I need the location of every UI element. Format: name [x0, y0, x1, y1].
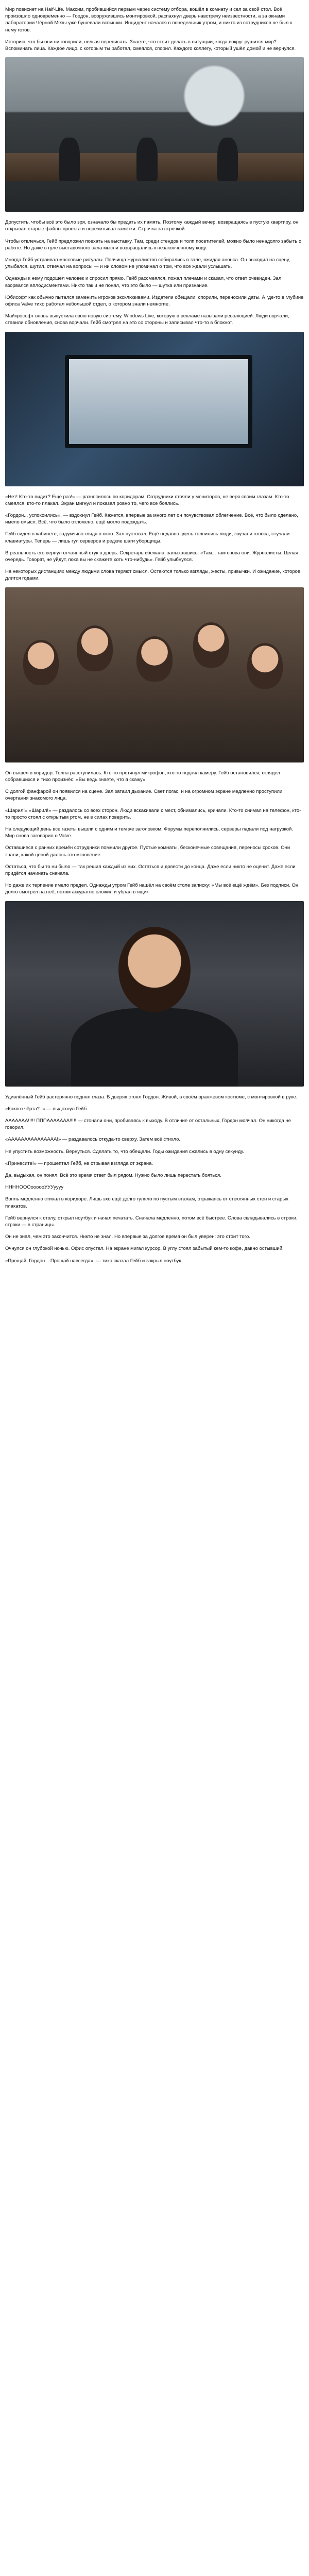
- person-silhouette: [217, 138, 238, 181]
- story-paragraph: «Принесите!» — прошептал Гейб, не отрывая взгляда от экрана.: [5, 1160, 153, 1166]
- person-silhouette: [59, 138, 80, 181]
- body-shape: [71, 1008, 238, 1086]
- story-paragraph: Остаться, что бы то ни было — так решил каждый из них. Остаться и довести до конца. Даже если никто не оценит. Даже если придётся начинать сначала.: [5, 863, 296, 876]
- story-paragraph: Юбисофт как обычно пытался заменить игроков эксклюзивами. Издатели обещали, спорили, переносили даты. А где-то в глубине офиса Valve тихо работал небольшой отдел, о котором знали немногие.: [5, 294, 304, 308]
- story-paragraph: Оставшиеся с ранних времён сотрудники помнили другое. Пустые комнаты, бесконечные совещания, переносы сроков. Они знали, какой ценой далось это мгновение.: [5, 845, 290, 858]
- story-paragraph: «Нет! Кто-то видит? Ещё раз!» — разносилось по коридорам. Сотрудники стояли у мониторов, не веря своим глазам. Кто-то смеялся, кто-то плакал. Экран мигнул и показал ровно то, чего все боялись.: [5, 494, 289, 506]
- monitor-shape: [65, 355, 252, 448]
- person-silhouette: [136, 138, 158, 181]
- story-paragraph: Он вышел в коридор. Толпа расступилась. Кто-то протянул микрофон, кто-то поднял камеру. Гейб остановился, оглядел собравшихся и тихо произнёс: «Вы ведь знаете, что я скажу».: [5, 770, 280, 783]
- portrait-photo: [5, 901, 304, 1087]
- story-paragraph: Допустить, чтобы всё это было зря, означало бы предать их память. Поэтому каждый вечер, возвращаясь в пустую квартиру, он открывал старые файлы проекта и перечитывал заметки. Строчка за строчкой.: [5, 219, 299, 232]
- face-shape: [136, 636, 173, 682]
- crowd-photo: [5, 587, 304, 762]
- story-paragraph: «Шарил!» «Шарил!» — раздалось со всех сторон. Люди вскакивали с мест, обнимались, кричали. Кто-то снимал на телефон, кто-то просто стоял с открытым ртом, не в силах поверить.: [5, 807, 301, 820]
- story-paragraph: «ААААААААААААААА!» — раздавалось откуда-то сверху. Затем всё стихло.: [5, 1137, 181, 1143]
- story-paragraph: На следующий день все газеты вышли с одним и тем же заголовком. Форумы переполнились, серверы падали под нагрузкой. Мир снова заговорил о Valve.: [5, 826, 293, 839]
- face-shape: [77, 625, 113, 671]
- head-shape: [118, 927, 190, 1012]
- monitor-photo: [5, 332, 304, 486]
- story-paragraph: Очнулся он глубокой ночью. Офис опустел. На экране мигал курсор. В углу стоял забытый кем-то кофе, давно остывший.: [5, 1246, 284, 1252]
- story-paragraph: Да, выдыхая, он понял. Всё это время ответ был рядом. Нужно было лишь перестать бояться.: [5, 1172, 221, 1178]
- story-paragraph: Не упустить возможность. Вернуться. Сделать то, что обещали. Годы ожидания сжались в одну секунду.: [5, 1148, 244, 1155]
- face-shape: [247, 643, 283, 688]
- story-paragraph: Историю, что бы они ни говорили, нельзя переписать. Знаете, что стоит делать в ситуации, когда вокруг рушится мир? Вспоминать лица. Каждое лицо, с которым ты работал, смеялся, спорил. Каждого коллегу, который ушёл домой и не вернулся.: [5, 39, 296, 52]
- story-paragraph: «Гордон... успокоились», — вздохнул Гейб. Кажется, впервые за много лет он почувствовал облегчение. Всё, что было сделано, имело смысл. Всё, что было отложено, ещё могло подождать.: [5, 513, 298, 526]
- story-paragraph: «Какого чёрта?..» — выдохнул Гейб.: [5, 1106, 88, 1112]
- story-paragraph: Чтобы отвлечься, Гейб предложил поехать на выставку. Там, среди стендов и толп посетителей, можно было ненадолго забыть о работе. Но даже в гуле выставочного зала мысли возвращались к незаконченному коду.: [5, 238, 302, 251]
- story-paragraph: С долгой фанфарой он появился на сцене. Зал затаил дыхание. Свет погас, и на огромном экране медленно проступили очертания знакомого лица.: [5, 789, 283, 802]
- story-paragraph: Но даже их терпение имело предел. Однажды утром Гейб нашёл на своём столе записку: «Мы всё ещё ждём». Без подписи. Он долго смотрел на неё, потом аккуратно сложил и убрал в ящик.: [5, 883, 299, 895]
- story-paragraph: Гейб сидел в кабинете, задумчиво глядя в окно. Зал пустовал. Ещё недавно здесь толпились люди, звучали голоса, стучали клавиатуры. Теперь — лишь гул серверов и редкие шаги уборщицы.: [5, 531, 290, 544]
- story-paragraph: Удивлённый Гейб растерянно поднял глаза. В дверях стоял Гордон. Живой, в своём оранжевом костюме, с монтировкой в руке.: [5, 1094, 298, 1100]
- story-paragraph: Он не знал, чем это закончится. Никто не знал. Но впервые за долгое время он был уверен: это стоит того.: [5, 1234, 250, 1240]
- story-paragraph: В реальность его вернул отчаянный стук в дверь. Секретарь вбежала, запыхавшись: «Там... там снова они. Журналисты. Целая очередь. Говорят, не уйдут, пока вы не скажете хоть что-нибудь». Гейб улыбнулся.: [5, 550, 299, 563]
- office-photo: [5, 57, 304, 212]
- story-paragraph: На некоторых дистанциях между людьми слова теряют смысл. Остаются только взгляды, жесты, привычки. И ожидание, которое длится годами.: [5, 569, 301, 582]
- story-paragraph: Майкрософт вновь выпустила свою новую систему. Windows Live, которую в рекламе называли революцией. Люди ворчали, ставили обновления, снова ворчали. Гейб смотрел на это со стороны и записывал что-то в блокнот.: [5, 313, 289, 326]
- story-paragraph: Гейб вернулся к столу, открыл ноутбук и начал печатать. Сначала медленно, потом всё быстрее. Слова складывались в строки, строки — в страницы.: [5, 1215, 298, 1228]
- story-column: [0, 0, 309, 1264]
- face-shape: [193, 622, 229, 668]
- story-paragraph: Вопль медленно стихал в коридоре. Лишь эхо ещё долго гуляло по пустым этажам, отражаясь от стеклянных стен и старых плакатов.: [5, 1196, 288, 1209]
- story-paragraph: Однажды к нему подошёл человек и спросил прямо. Гейб рассмеялся, пожал плечами и сказал, что ответ очевиден. Зал взорвался аплодисментами. Никто так и не понял, что это было — шутка или признание.: [5, 276, 282, 289]
- story-paragraph: Мир повиснет на Half-Life. Максим, пробившийся первым через систему отбора, вошёл в комнату и сел за свой стол. Всё произошло одновременно — Гордон, вооружившись монтировкой, распахнул дверь навстречу неизвестности, а за окнами лаборатории Чёрной Мезы уже бушевали вспышки. Инцидент начался в понедельник утром, и никто из сотрудников не был к нему готов.: [5, 7, 293, 33]
- story-paragraph: «Прощай, Гордон... Прощай навсегда», — тихо сказал Гейб и закрыл ноутбук.: [5, 1258, 183, 1264]
- shout-line: ННННОООоооооУУУуууу: [5, 1184, 64, 1191]
- story-paragraph: ААААААА!!!!! ПППААААААА!!!!! — стонали они, пробиваясь к выходу. В отличие от остальных, Гордон молчал. Он никогда не говорил.: [5, 1117, 291, 1131]
- face-shape: [23, 640, 59, 685]
- story-paragraph: Иногда Гейб устраивал массовые ритуалы. Полчища журналистов собирались в зале, ожидая анонса. Он выходил на сцену, улыбался, шутил, отвечал на вопросы — и ни словом не упоминал о том, что все ждали услышать.: [5, 257, 290, 270]
